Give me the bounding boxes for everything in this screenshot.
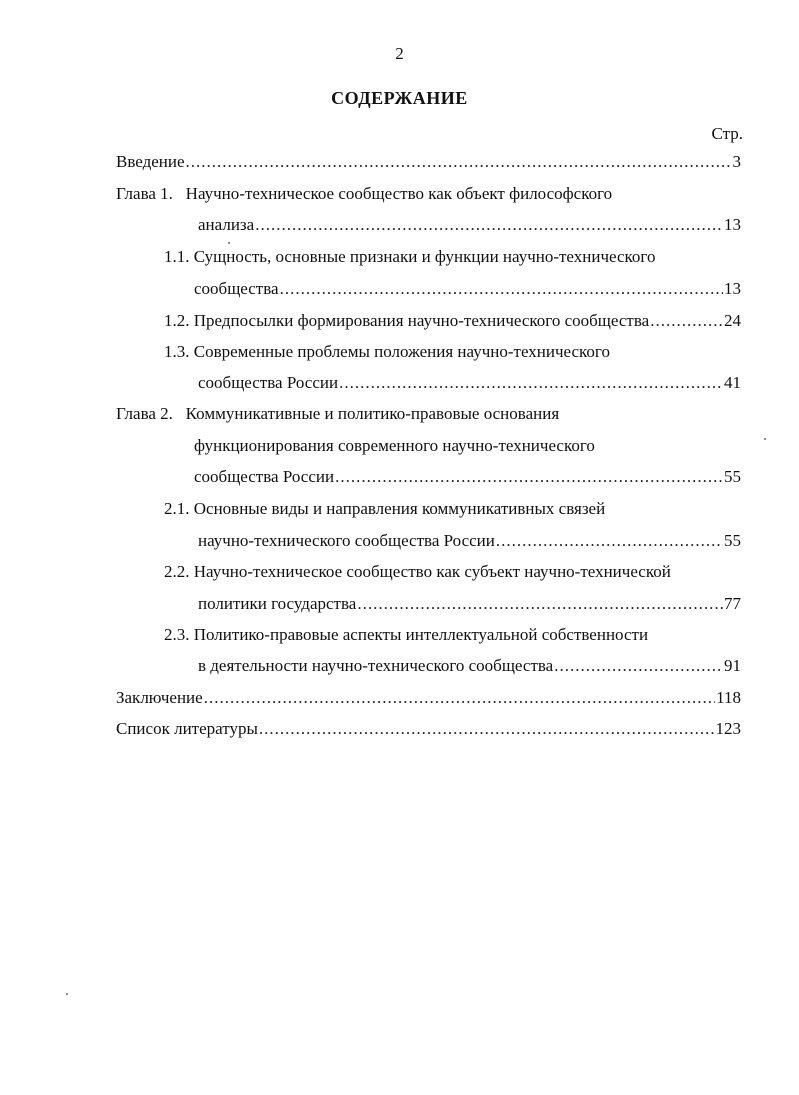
entry-label: 2.2. Научно-техническое сообщество как субъект научно-технической xyxy=(164,562,671,581)
entry-label: 1.2. Предпосылки формирования научно-технического сообщества xyxy=(164,311,650,330)
entry-label: функционирования современного научно-технического xyxy=(194,436,595,455)
entry-page: 24 xyxy=(724,311,741,330)
entry-page: 13 xyxy=(724,279,741,298)
leader-dots xyxy=(650,311,723,331)
toc-title: СОДЕРЖАНИЕ xyxy=(331,88,468,108)
entry-page: 91 xyxy=(724,656,741,675)
entry-page: 118 xyxy=(716,688,741,707)
entry-page: 55 xyxy=(724,467,741,486)
entry-page: 13 xyxy=(724,215,741,234)
entry-label: Введение xyxy=(116,152,185,171)
page-number: 2 xyxy=(395,44,404,63)
leader-dots xyxy=(339,373,723,393)
leader-dots xyxy=(255,215,723,235)
toc-entry-conclusion xyxy=(116,688,741,712)
scan-speck xyxy=(764,438,766,440)
scan-speck xyxy=(228,242,230,244)
entry-label: 1.3. Современные проблемы положения научно-технического xyxy=(164,342,610,361)
leader-dots xyxy=(357,594,723,614)
entry-label: Список литературы xyxy=(116,719,258,738)
entry-page: 77 xyxy=(724,594,741,613)
scan-speck xyxy=(66,993,68,995)
leader-dots xyxy=(496,531,723,551)
toc-entry-section-1-1-heading xyxy=(164,247,741,271)
entry-label: сообщества xyxy=(194,279,279,298)
entry-page: 3 xyxy=(732,152,741,171)
entry-label: научно-технического сообщества России xyxy=(198,531,495,550)
toc-entry-section-2-3 xyxy=(198,656,741,680)
toc-entry-section-2-3-heading xyxy=(164,625,741,649)
entry-label: Глава 2. Коммуникативные и политико-правовые основания xyxy=(116,404,560,423)
entry-label: Глава 1. Научно-техническое сообщество как объект философского xyxy=(116,184,613,203)
entry-label: политики государства xyxy=(198,594,357,613)
entry-page: 41 xyxy=(724,373,741,392)
toc-entry-chapter-2-heading-cont xyxy=(194,436,741,460)
toc-entry-introduction xyxy=(116,152,741,176)
entry-label: Заключение xyxy=(116,688,203,707)
leader-dots xyxy=(335,467,723,487)
entry-label: анализа xyxy=(198,215,255,234)
entry-label: 2.1. Основные виды и направления коммуникативных связей xyxy=(164,499,606,518)
entry-label: сообщества России xyxy=(194,467,335,486)
leader-dots xyxy=(259,719,715,739)
leader-dots xyxy=(554,656,723,676)
toc-entry-chapter-2-heading xyxy=(116,404,741,428)
toc-entry-references xyxy=(116,719,741,743)
page-column-label: Стр. xyxy=(711,124,743,143)
leader-dots xyxy=(280,279,723,299)
toc-entry-chapter-1 xyxy=(198,215,741,239)
entry-label: 2.3. Политико-правовые аспекты интеллектуальной собственности xyxy=(164,625,649,644)
entry-label: сообщества России xyxy=(198,373,339,392)
leader-dots xyxy=(204,688,715,708)
toc-entry-section-2-1-heading xyxy=(164,499,741,523)
entry-page: 55 xyxy=(724,531,741,550)
entry-label: 1.1. Сущность, основные признаки и функции научно-технического xyxy=(164,247,656,266)
toc-entry-section-2-2 xyxy=(198,594,741,618)
toc-entry-section-1-1 xyxy=(194,279,741,303)
toc-entry-chapter-1-heading xyxy=(116,184,741,208)
toc-entry-section-2-2-heading xyxy=(164,562,741,586)
toc-entry-section-1-2 xyxy=(164,311,741,335)
toc-entry-section-1-3 xyxy=(198,373,741,397)
toc-entry-section-2-1 xyxy=(198,531,741,555)
entry-label: в деятельности научно-технического сообщества xyxy=(198,656,554,675)
entry-page: 123 xyxy=(715,719,741,738)
toc-entry-chapter-2 xyxy=(194,467,741,491)
leader-dots xyxy=(186,152,732,172)
toc-entry-section-1-3-heading xyxy=(164,342,741,366)
